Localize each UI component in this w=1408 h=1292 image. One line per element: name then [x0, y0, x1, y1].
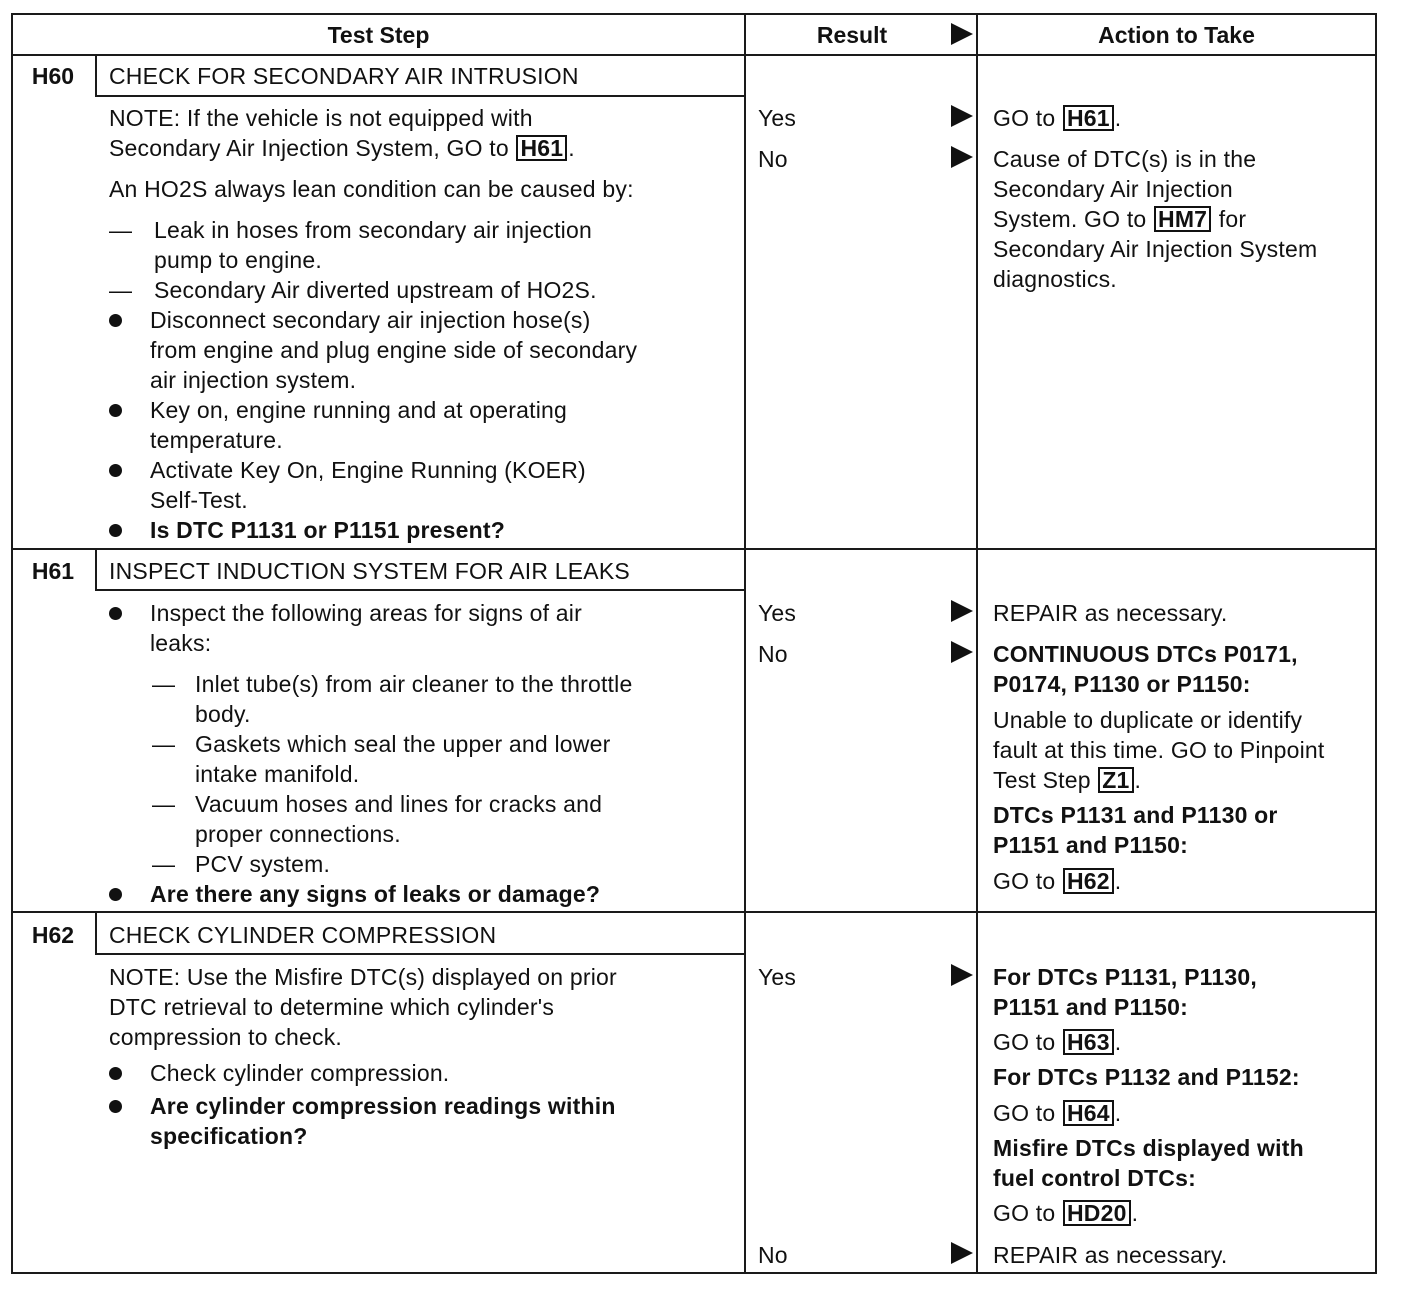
step-title-h61: INSPECT INDUCTION SYSTEM FOR AIR LEAKS: [109, 558, 630, 584]
table-right-border: [1375, 13, 1377, 1274]
h60-dash-1-line-1: Leak in hoses from secondary air injection: [154, 217, 592, 243]
h61-yes-arrow-icon: [951, 600, 973, 622]
h60-yes-action: GO to H61 .: [993, 105, 1122, 131]
h60-dash-1-line-2: pump to engine.: [154, 247, 322, 273]
h60-bullet-3-icon: [109, 464, 122, 477]
h60-yes-arrow-icon: [951, 105, 973, 127]
h61-dash-4-marker: —: [152, 851, 175, 877]
h61-bullet-intro-line-1: Inspect the following areas for signs of air: [150, 600, 582, 626]
h61-no-heading2-line-1: DTCs P1131 and P1130 or: [993, 802, 1278, 828]
h61-dash-3-line-2: proper connections.: [195, 821, 401, 847]
h60-result-no: No: [758, 146, 788, 172]
h60-dash-1-marker: —: [109, 217, 132, 243]
h60-dash-2-line-1: Secondary Air diverted upstream of HO2S.: [154, 277, 597, 303]
h60-bullet-1-line-1: Disconnect secondary air injection hose(s): [150, 307, 591, 333]
h61-code-divider: [95, 548, 97, 590]
h61-no-ref-h62[interactable]: H62: [1063, 868, 1114, 894]
header-arrow-icon: [951, 23, 973, 45]
h60-question-bullet-icon: [109, 524, 122, 537]
step-title-h62: CHECK CYLINDER COMPRESSION: [109, 922, 497, 948]
h62-bullet-1-icon: [109, 1067, 122, 1080]
h60-bullet-3-line-2: Self-Test.: [150, 487, 248, 513]
h60-bullet-1-icon: [109, 314, 122, 327]
h61-no-text1-line-2: fault at this time. GO to Pinpoint: [993, 737, 1325, 763]
h60-title-underline: [95, 95, 745, 97]
h62-code-divider: [95, 911, 97, 954]
header-action: Action to Take: [1098, 22, 1255, 48]
h60-intro: An HO2S always lean condition can be caused by:: [109, 176, 634, 202]
h62-yes-heading3-line-1: Misfire DTCs displayed with: [993, 1135, 1304, 1161]
h60-bullet-1-line-2: from engine and plug engine side of secondary: [150, 337, 638, 363]
h60-no-arrow-icon: [951, 146, 973, 168]
h62-question-line-1: Are cylinder compression readings within: [150, 1093, 616, 1119]
h60-note-ref-h61[interactable]: H61: [516, 135, 567, 161]
h60-no-action-line-1: Cause of DTC(s) is in the: [993, 146, 1257, 172]
h62-yes-ref-h63[interactable]: H63: [1063, 1029, 1114, 1055]
action-column-divider: [976, 13, 978, 1274]
h61-bullet-1-icon: [109, 607, 122, 620]
h61-no-heading1-line-1: CONTINUOUS DTCs P0171,: [993, 641, 1298, 667]
table-left-border: [11, 13, 13, 1274]
h62-question-line-2: specification?: [150, 1123, 308, 1149]
h60-result-yes: Yes: [758, 105, 797, 131]
h62-yes-ref-h64[interactable]: H64: [1063, 1100, 1114, 1126]
h62-yes-arrow-icon: [951, 964, 973, 986]
h61-dash-4-line-1: PCV system.: [195, 851, 331, 877]
step-code-h62: H62: [31, 922, 75, 948]
h61-bullet-intro-line-2: leaks:: [150, 630, 212, 656]
h62-yes-heading3-line-2: fuel control DTCs:: [993, 1165, 1196, 1191]
h60-no-action-line-5: diagnostics.: [993, 266, 1117, 292]
h60-bullet-2-line-2: temperature.: [150, 427, 283, 453]
h60-no-ref-hm7[interactable]: HM7: [1154, 206, 1211, 232]
h60-question: Is DTC P1131 or P1151 present?: [150, 517, 506, 543]
h61-title-underline: [95, 589, 745, 591]
h61-no-go2: GO to H62 .: [993, 868, 1122, 894]
result-column-divider: [744, 13, 746, 1274]
h60-bullet-3-line-1: Activate Key On, Engine Running (KOER): [150, 457, 586, 483]
table-bottom-border: [11, 1272, 1377, 1274]
header-bottom-border: [11, 54, 1377, 56]
h62-no-action: REPAIR as necessary.: [993, 1242, 1228, 1268]
h62-bullet-1-line-1: Check cylinder compression.: [150, 1060, 450, 1086]
h61-dash-2-line-2: intake manifold.: [195, 761, 360, 787]
h61-dash-1-line-2: body.: [195, 701, 251, 727]
h60-note-line-2: Secondary Air Injection System, GO to H61 .: [109, 135, 575, 161]
h61-no-heading1-line-2: P0174, P1130 or P1150:: [993, 671, 1251, 697]
row-h61-bottom-border: [11, 911, 1377, 913]
h61-no-ref-z1[interactable]: Z1: [1098, 767, 1133, 793]
h61-dash-2-marker: —: [152, 731, 175, 757]
h62-title-underline: [95, 953, 745, 955]
h61-dash-2-line-1: Gaskets which seal the upper and lower: [195, 731, 611, 757]
h62-yes-go1: GO to H63 .: [993, 1029, 1122, 1055]
h61-dash-1-line-1: Inlet tube(s) from air cleaner to the throttle: [195, 671, 633, 697]
h61-result-yes: Yes: [758, 600, 797, 626]
h60-yes-ref-h61[interactable]: H61: [1063, 105, 1114, 131]
h61-dash-1-marker: —: [152, 671, 175, 697]
h61-dash-3-line-1: Vacuum hoses and lines for cracks and: [195, 791, 603, 817]
h62-note-line-1: NOTE: Use the Misfire DTC(s) displayed on prior: [109, 964, 617, 990]
h60-code-divider: [95, 54, 97, 96]
h62-note-line-3: compression to check.: [109, 1024, 343, 1050]
h62-note-line-2: DTC retrieval to determine which cylinder's: [109, 994, 555, 1020]
h60-dash-2-marker: —: [109, 277, 132, 303]
h62-no-arrow-icon: [951, 1242, 973, 1264]
h61-no-text1-line-3: Test Step Z1 .: [993, 767, 1142, 793]
h61-dash-3-marker: —: [152, 791, 175, 817]
h62-yes-heading2: For DTCs P1132 and P1152:: [993, 1064, 1300, 1090]
h61-yes-action: REPAIR as necessary.: [993, 600, 1228, 626]
h60-no-action-line-3: System. GO to HM7 for: [993, 206, 1247, 232]
h62-result-no: No: [758, 1242, 788, 1268]
h60-no-action-line-2: Secondary Air Injection: [993, 176, 1233, 202]
header-result: Result: [816, 22, 888, 48]
h60-bullet-2-line-1: Key on, engine running and at operating: [150, 397, 568, 423]
step-code-h60: H60: [31, 63, 75, 89]
h62-question-bullet-icon: [109, 1100, 122, 1113]
row-h60-bottom-border: [11, 548, 1377, 550]
h60-note-line-1: NOTE: If the vehicle is not equipped with: [109, 105, 533, 131]
h61-no-heading2-line-2: P1151 and P1150:: [993, 832, 1189, 858]
h62-yes-go2: GO to H64 .: [993, 1100, 1122, 1126]
h60-bullet-2-icon: [109, 404, 122, 417]
table-top-border: [11, 13, 1377, 15]
step-code-h61: H61: [31, 558, 75, 584]
h62-yes-ref-hd20[interactable]: HD20: [1063, 1200, 1131, 1226]
h61-result-no: No: [758, 641, 788, 667]
h62-yes-heading1-line-1: For DTCs P1131, P1130,: [993, 964, 1257, 990]
h61-no-arrow-icon: [951, 641, 973, 663]
h61-no-text1-line-1: Unable to duplicate or identify: [993, 707, 1303, 733]
h62-yes-go3: GO to HD20 .: [993, 1200, 1139, 1226]
step-title-h60: CHECK FOR SECONDARY AIR INTRUSION: [109, 63, 579, 89]
h62-result-yes: Yes: [758, 964, 797, 990]
h61-question-bullet-icon: [109, 888, 122, 901]
h60-no-action-line-4: Secondary Air Injection System: [993, 236, 1318, 262]
h62-yes-heading1-line-2: P1151 and P1150:: [993, 994, 1189, 1020]
h61-question: Are there any signs of leaks or damage?: [150, 881, 601, 907]
h60-bullet-1-line-3: air injection system.: [150, 367, 357, 393]
header-test-step: Test Step: [327, 22, 430, 48]
